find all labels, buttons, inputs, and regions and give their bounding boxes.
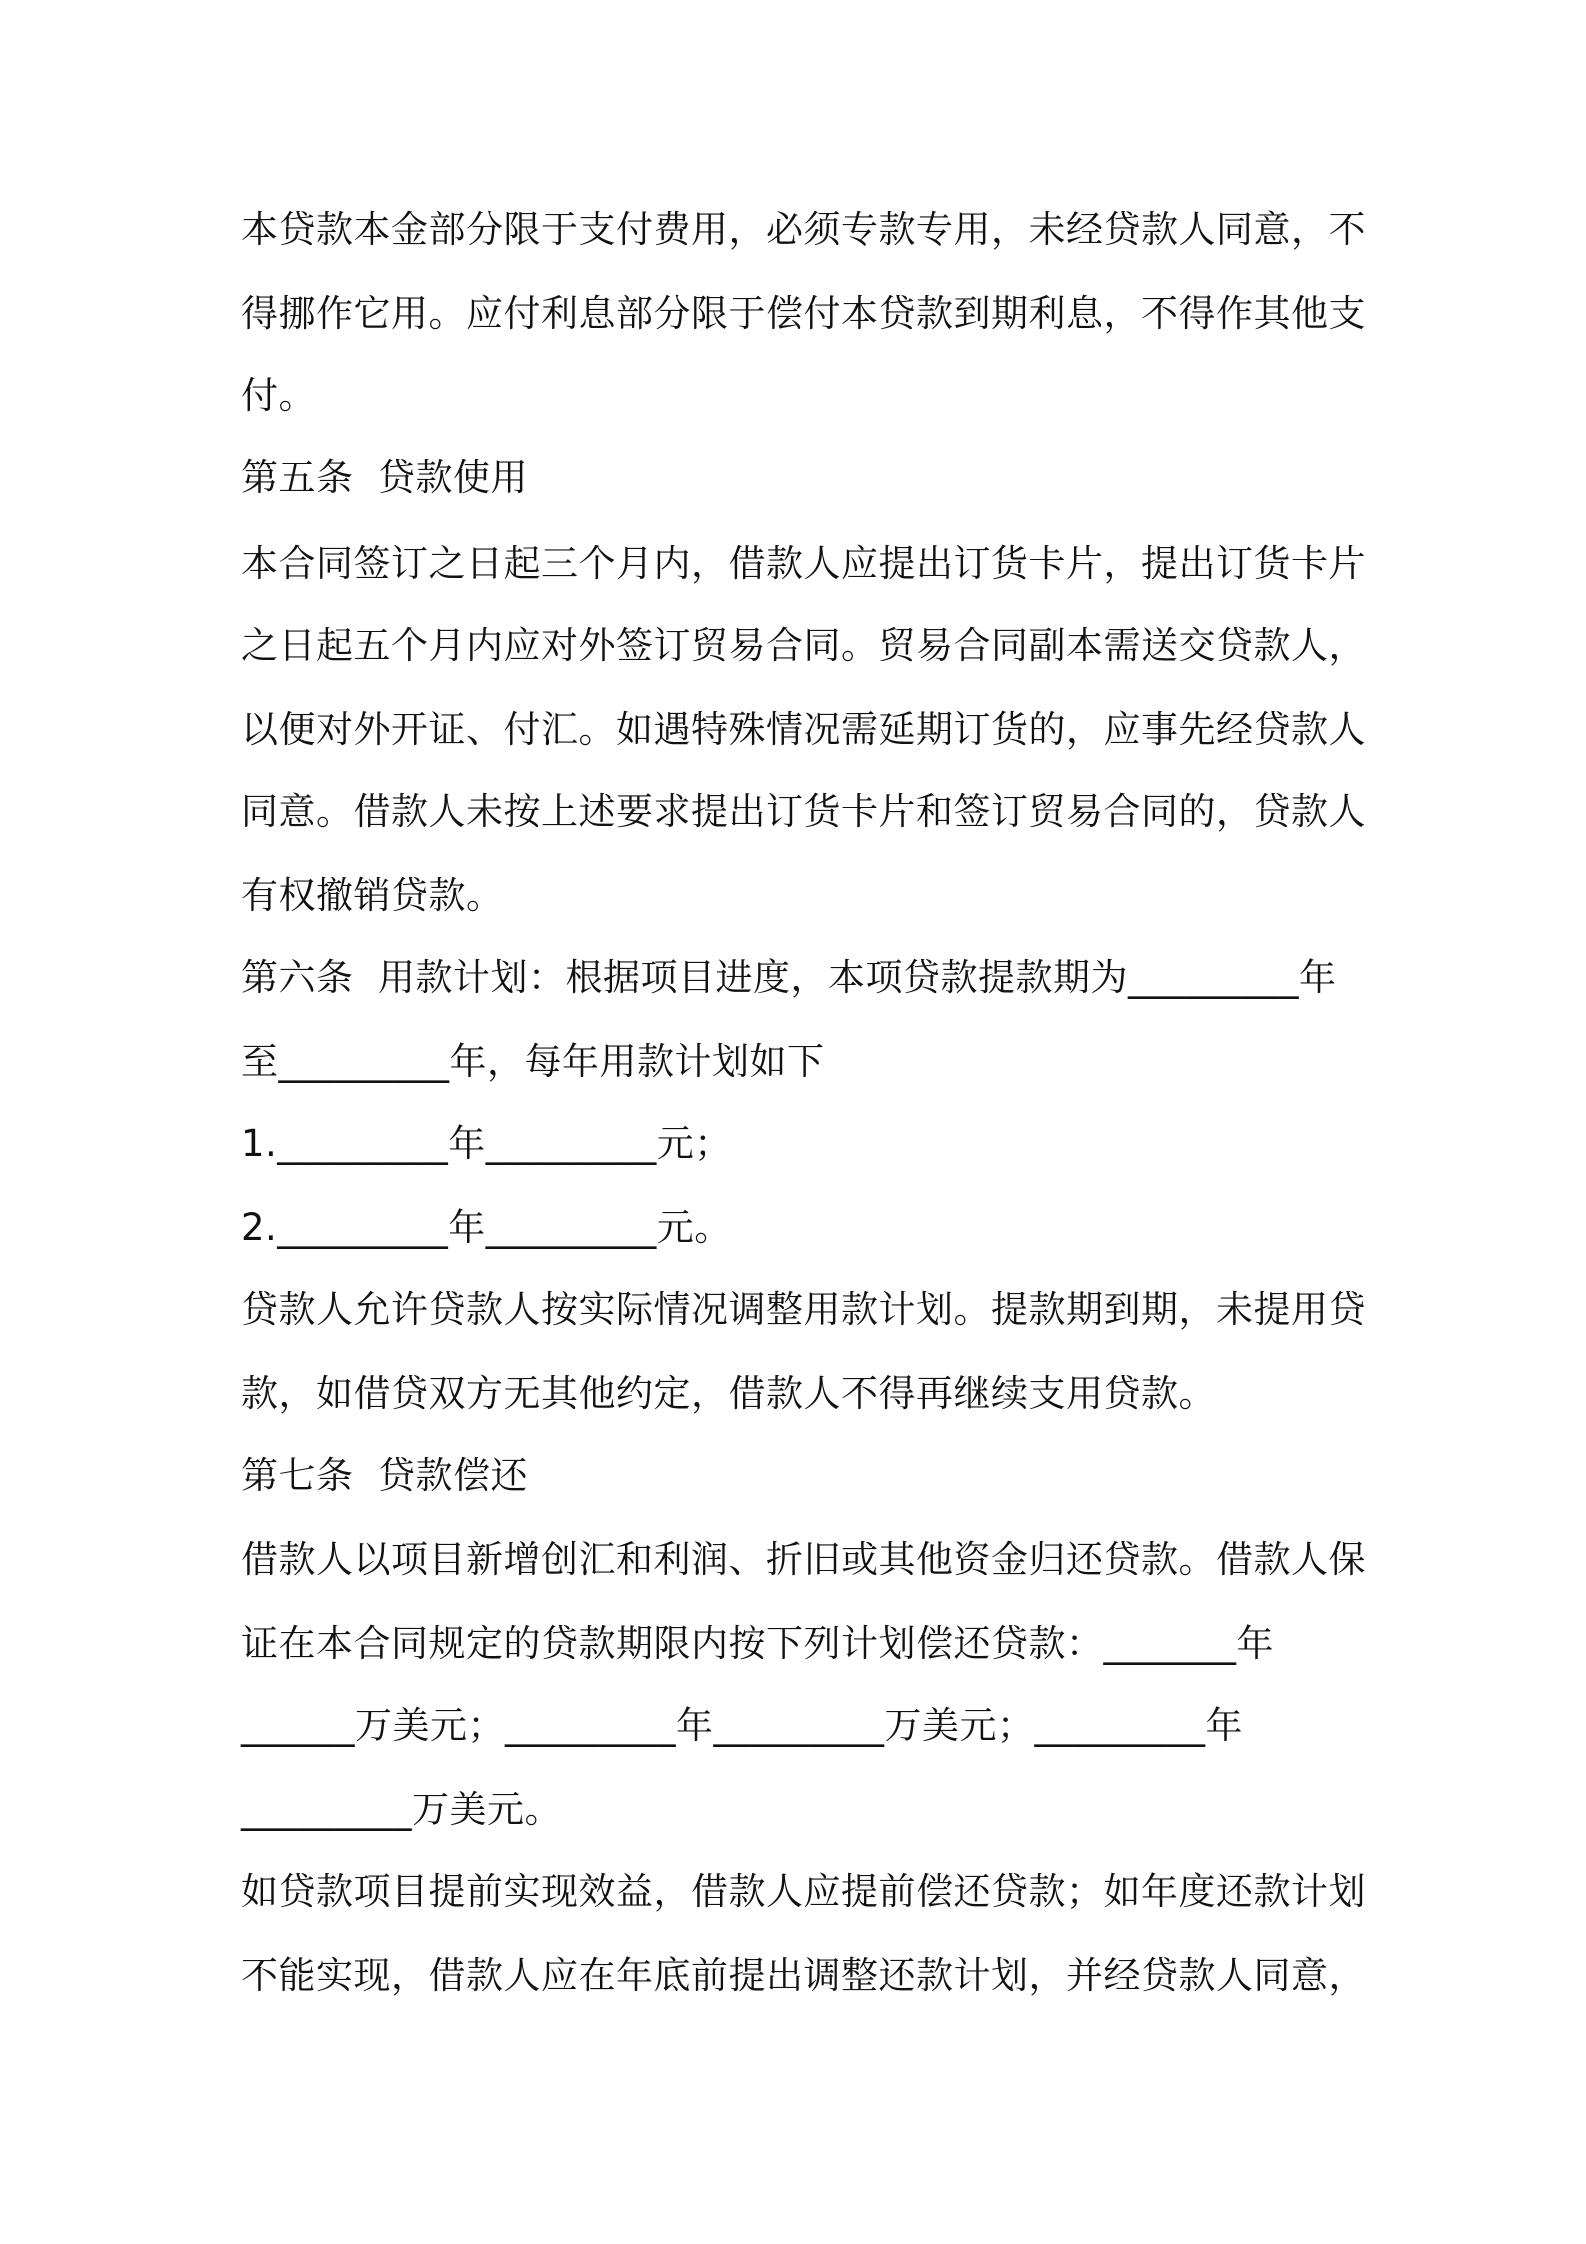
text-line-2: 得挪作它用。应付利息部分限于偿付本贷款到期利息，不得作其他支 bbox=[241, 292, 1366, 335]
text-line-3: 付。 bbox=[241, 374, 316, 417]
text-line-15: 款，如借贷双方无其他约定，借款人不得再继续支用贷款。 bbox=[241, 1372, 1216, 1415]
text-line-20: _________万美元。 bbox=[241, 1788, 562, 1831]
text-line-18: 证在本合同规定的贷款期限内按下列计划偿还贷款：_______年 bbox=[241, 1622, 1274, 1665]
text-line-5: 本合同签订之日起三个月内，借款人应提出订货卡片，提出订货卡片 bbox=[241, 542, 1366, 585]
text-line-19: ______万美元；_________年_________万美元；_________年 bbox=[241, 1704, 1243, 1747]
article-7-heading: 第七条 贷款偿还 bbox=[241, 1454, 529, 1497]
text-line-22: 不能实现，借款人应在年底前提出调整还款计划，并经贷款人同意， bbox=[241, 1954, 1366, 1997]
text-line-1: 本贷款本金部分限于支付费用，必须专款专用，未经贷款人同意，不 bbox=[241, 208, 1366, 251]
plan-item-1: 1._________年_________元； bbox=[241, 1122, 732, 1165]
text-line-17: 借款人以项目新增创汇和利润、折旧或其他资金归还贷款。借款人保 bbox=[241, 1538, 1366, 1581]
text-line-7: 以便对外开证、付汇。如遇特殊情况需延期订货的，应事先经贷款人 bbox=[241, 708, 1366, 751]
plan-item-2: 2._________年_________元。 bbox=[241, 1206, 732, 1249]
text-line-9: 有权撤销贷款。 bbox=[241, 874, 504, 917]
text-line-8: 同意。借款人未按上述要求提出订货卡片和签订贸易合同的，贷款人 bbox=[241, 790, 1366, 833]
text-line-14: 贷款人允许贷款人按实际情况调整用款计划。提款期到期，未提用贷 bbox=[241, 1288, 1366, 1331]
article-6-heading: 第六条 用款计划：根据项目进度，本项贷款提款期为_________年 bbox=[241, 956, 1337, 999]
text-line-11: 至_________年，每年用款计划如下 bbox=[241, 1040, 825, 1083]
article-5-heading: 第五条 贷款使用 bbox=[241, 456, 529, 499]
text-line-21: 如贷款项目提前实现效益，借款人应提前偿还贷款；如年度还款计划 bbox=[241, 1870, 1366, 1913]
text-line-6: 之日起五个月内应对外签订贸易合同。贸易合同副本需送交贷款人， bbox=[241, 624, 1366, 667]
